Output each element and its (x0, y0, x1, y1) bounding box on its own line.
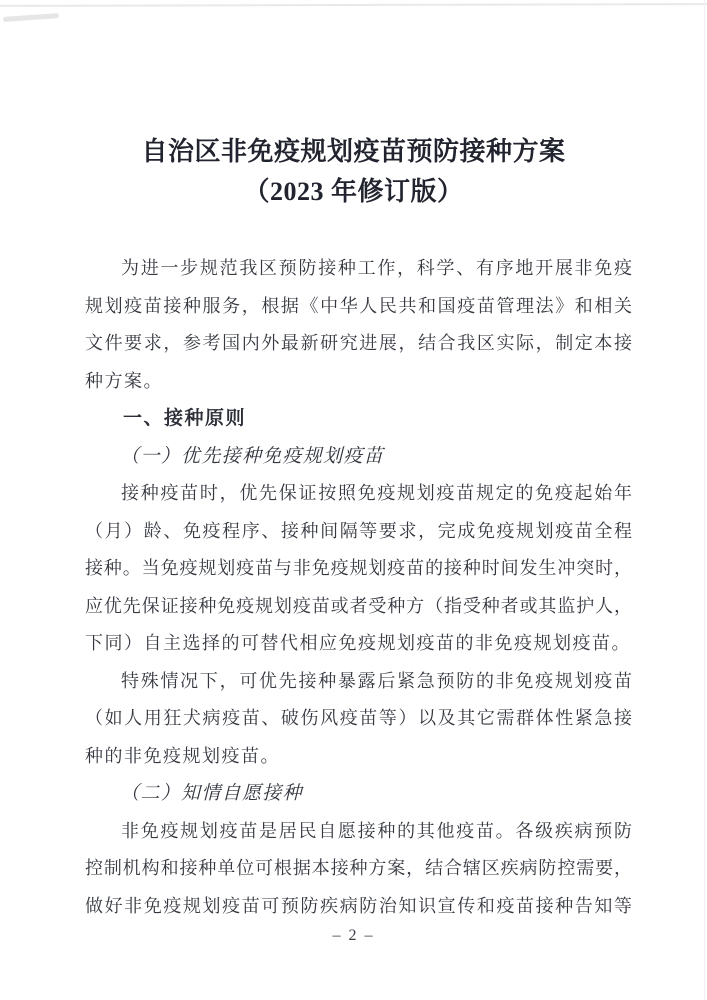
paragraph-line: 规划疫苗接种服务，根据《中华人民共和国疫苗管理法》和相关 (85, 295, 632, 316)
paragraph-line: 控制机构和接种单位可根据本接种方案，结合辖区疾病防控需要， (85, 858, 632, 878)
paragraph-line: 为进一步规范我区预防接种工作，科学、有序地开展非免疫 (121, 258, 632, 278)
paragraph-line: （月）龄、免疫程序、接种间隔等要求，完成免疫规划疫苗全程 (85, 520, 632, 541)
paragraph-line: 种方案。 (85, 370, 163, 391)
subsection-heading-priority: （一）优先接种免疫规划疫苗 (120, 445, 385, 467)
subsection-heading-informed-consent: （二）知情自愿接种 (120, 783, 303, 804)
paragraph-line: 特殊情况下，可优先接种暴露后紧急预防的非免疫规划疫苗 (121, 670, 632, 691)
document-title-block (0, 132, 707, 212)
document-subtitle: （2023 年修订版） (243, 177, 464, 206)
document-title: 自治区非免疫规划疫苗预防接种方案 (141, 137, 566, 166)
scan-artifact-smudge (3, 13, 59, 22)
paragraph-line: 应优先保证接种免疫规划疫苗或者受种方（指受种者或其监护人， (85, 595, 632, 616)
paragraph-line: 种的非免疫规划疫苗。 (85, 745, 280, 766)
paragraph-line: 非免疫规划疫苗是居民自愿接种的其他疫苗。各级疾病预防 (121, 820, 632, 841)
paragraph-line: 接种。当免疫规划疫苗与非免疫规划疫苗的接种时间发生冲突时， (85, 558, 632, 578)
document-body (85, 250, 632, 925)
paragraph-line: 做好非免疫规划疫苗可预防疾病防治知识宣传和疫苗接种告知等 (85, 895, 632, 916)
section-heading-principles: 一、接种原则 (123, 408, 247, 429)
paragraph-line: 下同）自主选择的可替代相应免疫规划疫苗的非免疫规划疫苗。 (85, 633, 631, 653)
page-number: – 2 – (332, 927, 375, 944)
paragraph-line: 文件要求，参考国内外最新研究进展，结合我区实际，制定本接 (85, 333, 632, 353)
page-footer (0, 924, 707, 948)
paragraph-line: （如人用狂犬病疫苗、破伤风疫苗等）以及其它需群体性紧急接 (85, 708, 632, 728)
paragraph-line: 接种疫苗时，优先保证按照免疫规划疫苗规定的免疫起始年 (121, 483, 632, 503)
scan-artifact-top-edge (0, 3, 707, 7)
